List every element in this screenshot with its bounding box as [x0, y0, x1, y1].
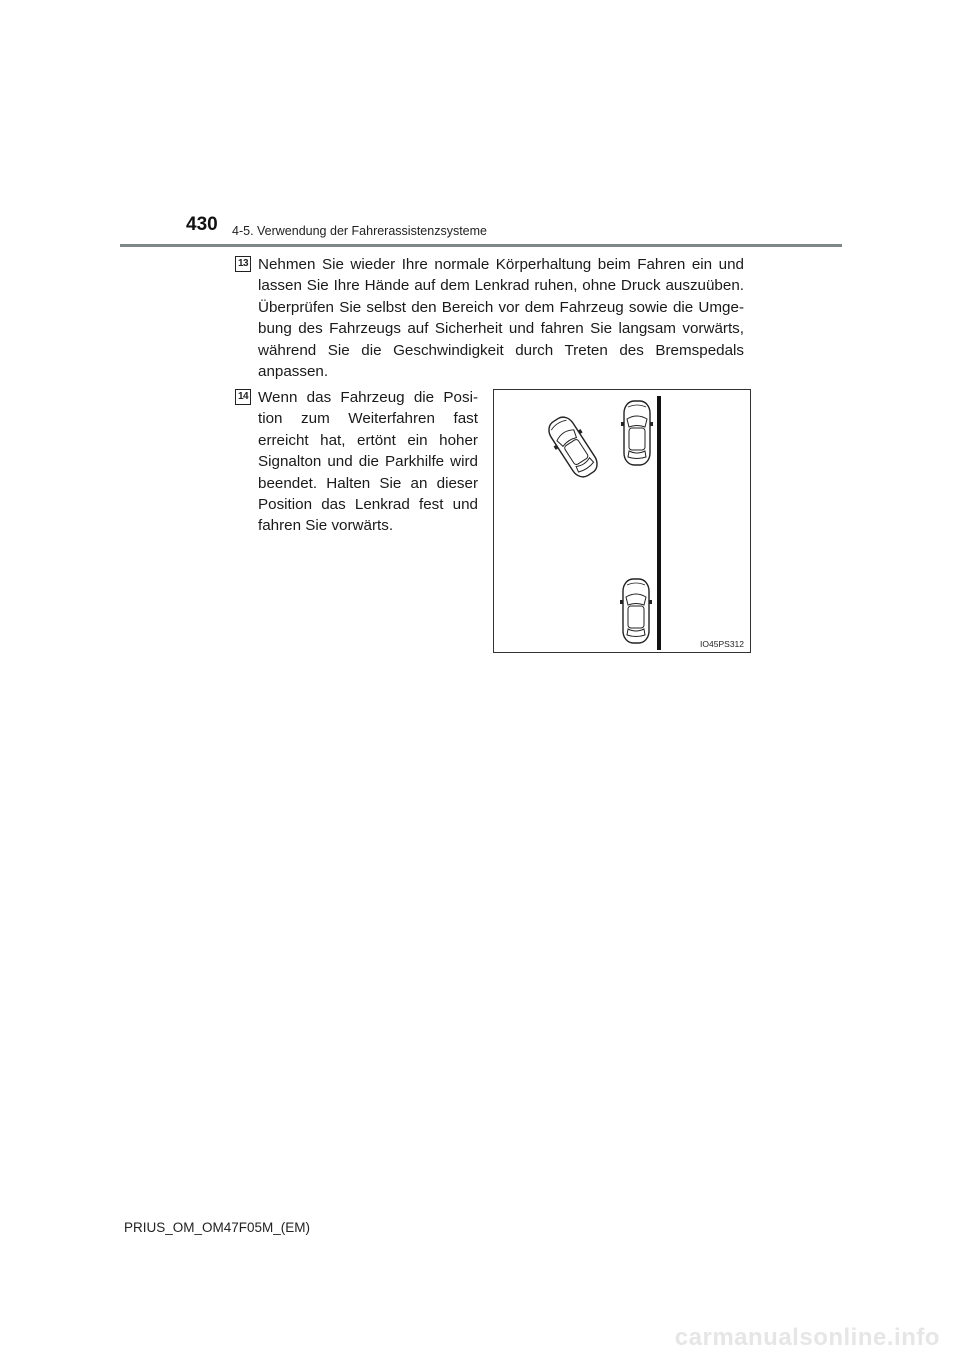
step-13-badge: 13: [235, 256, 251, 272]
parked-car-rear: [620, 579, 652, 643]
header-divider: [120, 244, 842, 247]
section-title: 4-5. Verwendung der Fahrerassistenzsysteme: [232, 224, 487, 238]
parking-illustration: [493, 389, 751, 653]
parking-diagram: [494, 390, 750, 652]
curb-line: [657, 396, 661, 650]
step-14-text: Wenn das Fahrzeug die Posi-tion zum Weiterfahren fast erreicht hat, ertönt ein hoher Signalton und die Parkhilfe wird beendet. Halten Sie an dieser Position das Lenkrad fest und fahren Sie vorwärts.: [258, 389, 478, 535]
step-13-text: Nehmen Sie wieder Ihre normale Körperhaltung beim Fahren ein und lassen Sie Ihre Hände auf dem Lenkrad ruhen, ohne Druck auszuüben. Überprüfen Sie selbst den Bereich vor dem Fahrzeug sowie die Umge-bung des Fahrzeugs auf Sicherheit und fahren Sie langsam vorwärts, während Sie die Geschwindigkeit durch Treten des Bremspedals anpassen.: [258, 256, 744, 381]
figure-code: IO45PS312: [700, 639, 744, 649]
document-id: PRIUS_OM_OM47F05M_(EM): [124, 1220, 311, 1235]
parked-car-front: [621, 401, 653, 465]
page-number: 430: [186, 214, 218, 235]
step-14-badge: 14: [235, 389, 251, 405]
own-vehicle: [542, 411, 604, 482]
watermark: carmanualsonline.info: [674, 1324, 940, 1351]
